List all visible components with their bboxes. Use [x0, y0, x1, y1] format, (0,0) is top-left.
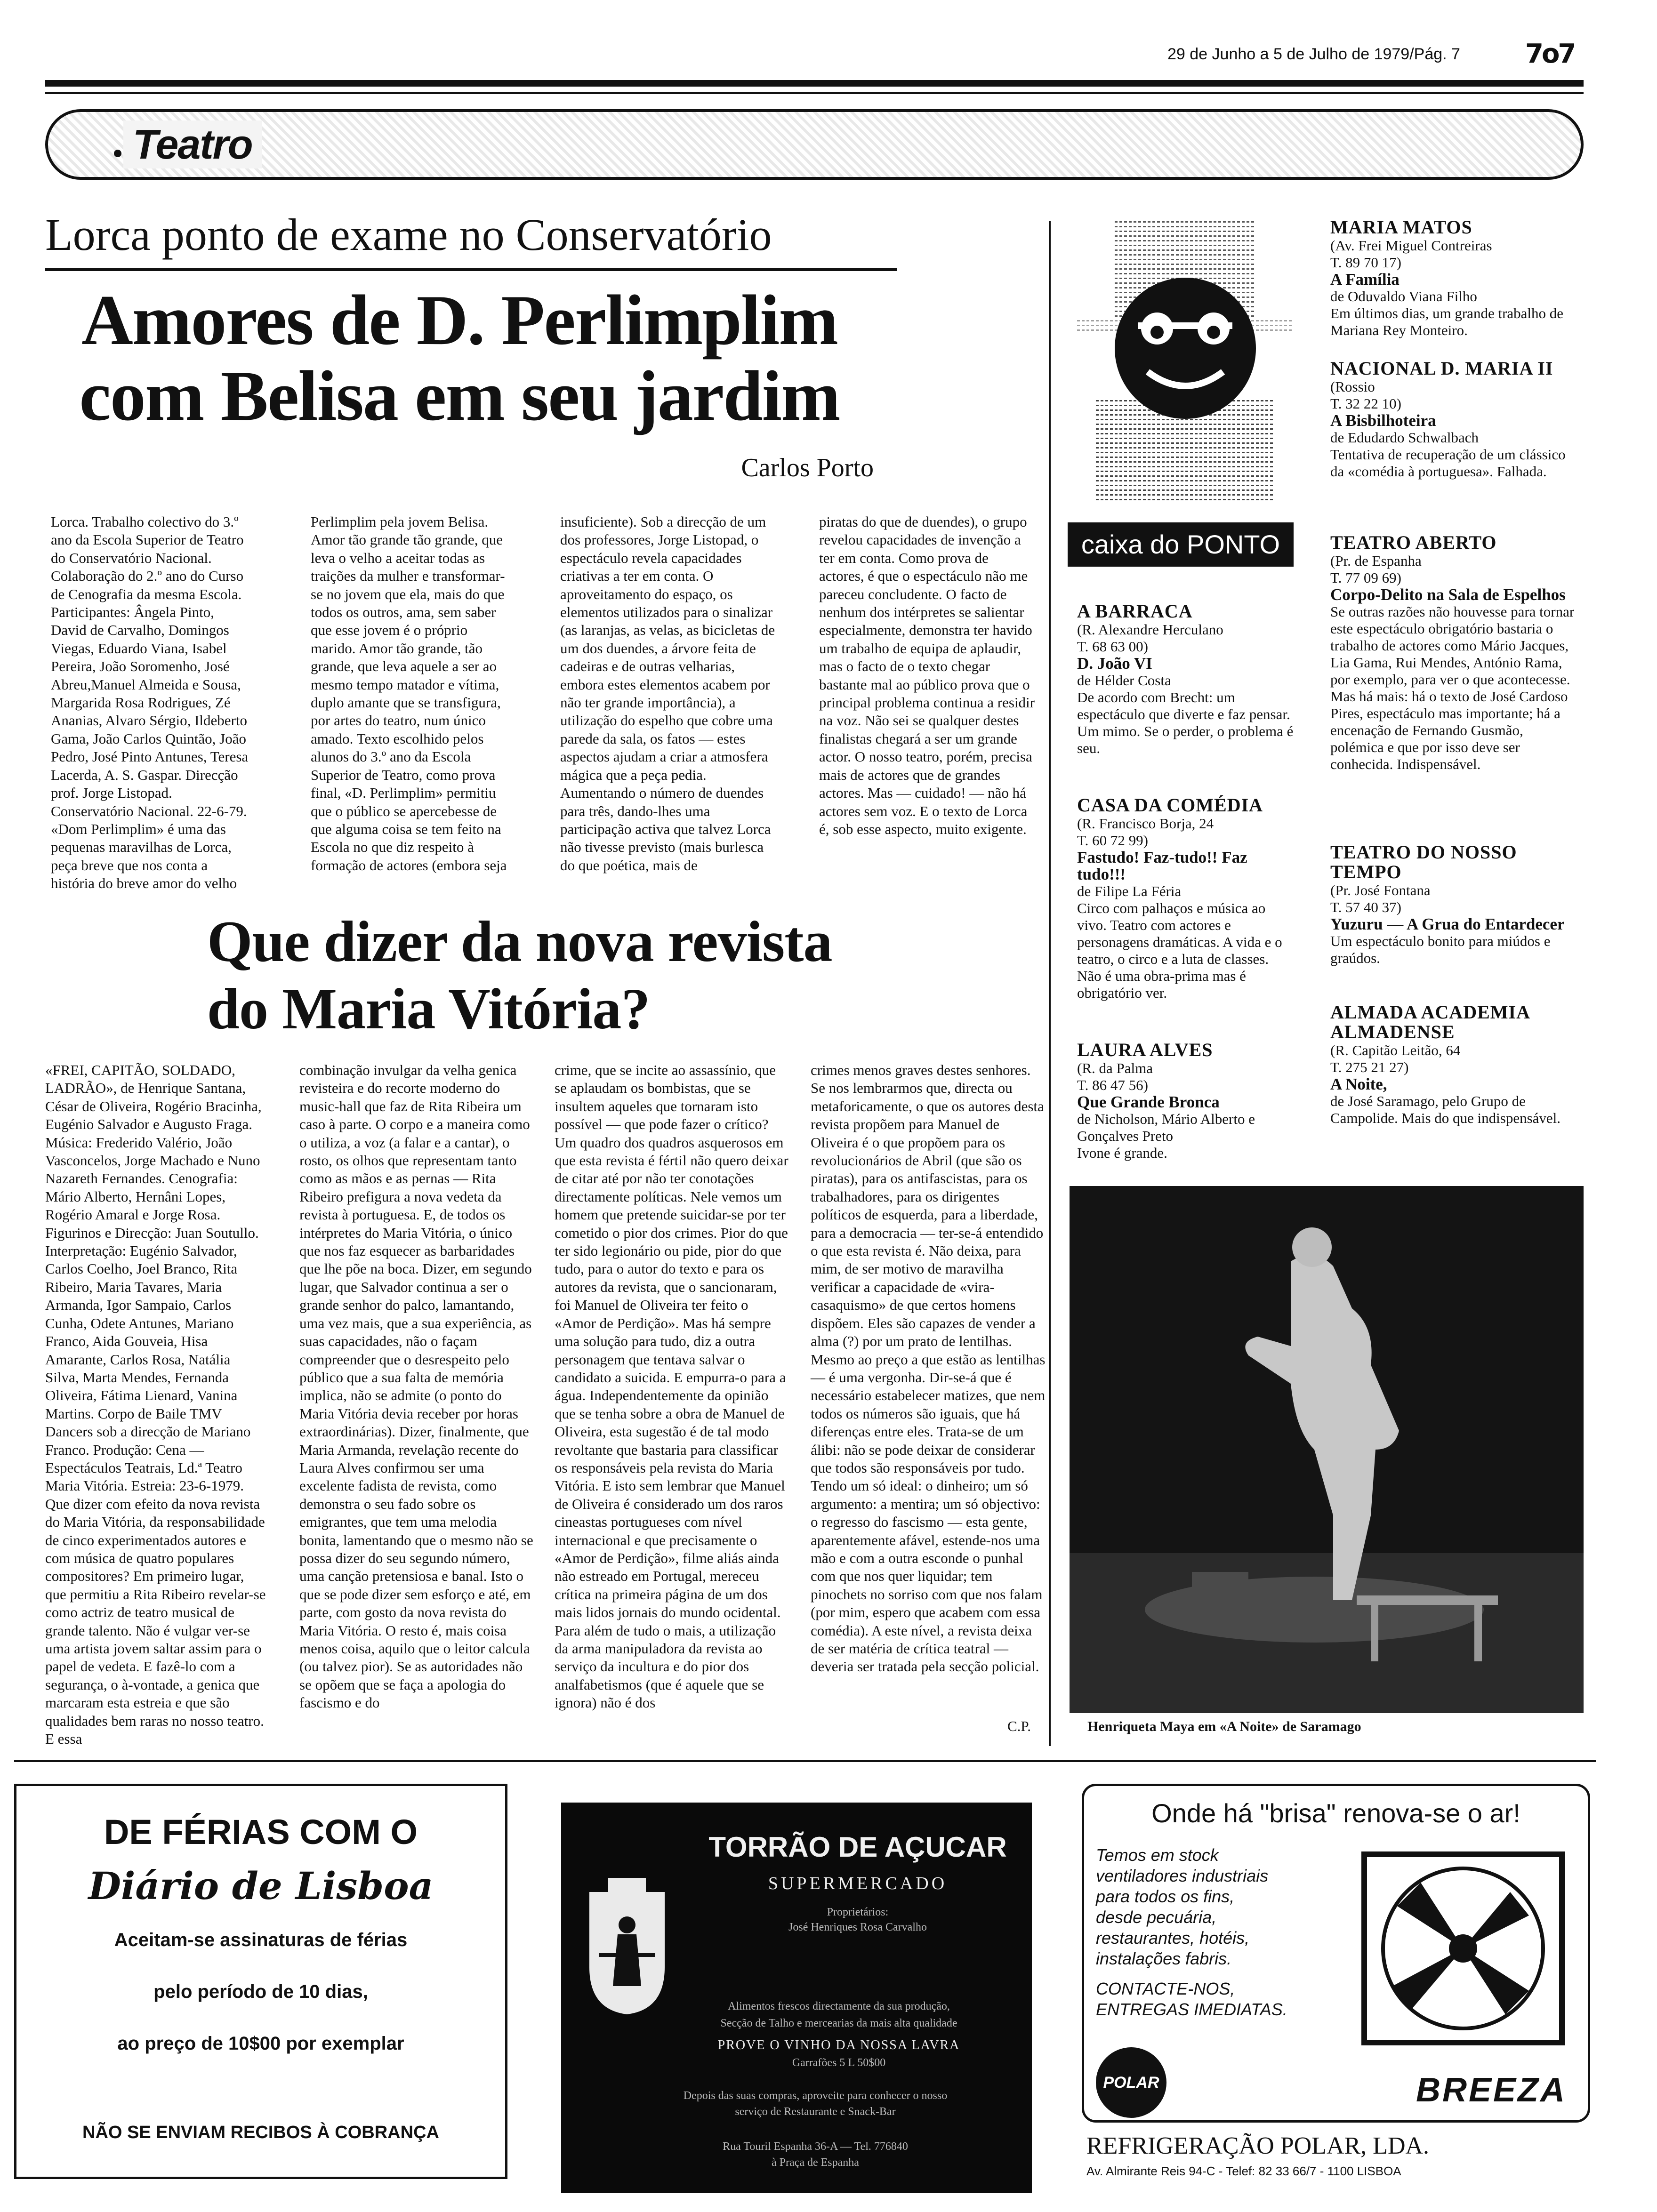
article1-title — [45, 282, 874, 434]
venue-address: (Rossio — [1330, 378, 1375, 395]
venue-show-title: A Família — [1330, 270, 1400, 289]
venue-name: NACIONAL D. MARIA II — [1330, 358, 1553, 379]
header-rule — [45, 80, 1584, 87]
venue-address: (R. da Palma — [1077, 1060, 1153, 1076]
venue-address: (Pr. de Espanha — [1330, 553, 1422, 569]
venue-author: de José Saramago, pelo Grupo de Campolide. Mais do que indispensável. — [1330, 1093, 1561, 1126]
ad2-address2: à Praça de Espanha — [772, 2156, 859, 2169]
venue-show-title: A Bisbilhoteira — [1330, 411, 1436, 430]
article2-signature: C.P. — [1007, 1718, 1031, 1734]
ad2-line3: PROVE O VINHO DA NOSSA LAVRA — [717, 2038, 960, 2052]
ad1-masthead: Diário de Lisboa — [88, 1864, 434, 1908]
article2-col1-text: «FREI, CAPITÃO, SOLDADO, LADRÃO», de Henrique Santana, César de Oliveira, Rogério Bracinha, Eugénio Salvador e Augusto Fraga. Música: Frederido Valério, João Vasconcelos, Jorge Machado e Nuno Nazareth Fernandes. Cenografia: Mário Alberto, Hernâni Lopes, Rogério Amaral e Jorge Rosa. Figurinos e Direcção: Juan Soutullo. Interpretação: Eugénio Salvador, Carlos Coelho, Joel Branco, Rita Ribeiro, Maria Tavares, Maria Armanda, Igor Sampaio, Carlos Cunha, Odete Antunes, Mariano Franco, Aida Gouveia, Hisa Amarante, Carlos Rosa, Natália Silva, Marta Mendes, Fernanda Oliveira, Fátima Lienard, Vanina Martins. Corpo de Baile TMV Dancers sob a direcção de Mariano Franco. Produção: Cena — Espectáculos Teatrais, Ld.ª Teatro Maria Vitória. Estreia: 23-6-1979. Que dizer com efeito da nova revista do Maria Vitória, da responsabilidade de cinco experimentados autores e com música de quatro populares compositores? Em primeiro lugar, que permitiu a Rita Ribeiro revelar-se como actriz de teatro musical de grande talento. Não é vulgar ver-se uma artista jovem saltar assim para o papel de vedeta. E fazê-lo com a segurança, o à-vontade, a genica que marcaram esta estreia e que são qualidades bem raras no nosso teatro. E essa — [45, 1062, 266, 1747]
venue-show-title: D. João VI — [1077, 654, 1152, 673]
venue-author: de Nicholson, Mário Alberto e Gonçalves Preto — [1077, 1111, 1255, 1144]
venue-name: ALMADA ACADEMIA ALMADENSE — [1330, 1002, 1529, 1042]
venue-note: Se outras razões não houvesse para tornar este espectáculo obrigatório bastaria o trabalho de actores como Mário Jacques, Lia Gama, Rui Mendes, António Rama, por exemplo, para ver o que acontecesse. Mas há mais: há o texto de José Cardoso Pires, espectáculo mas importante; há a encenação de Fernando Gusmão, polémica e que por isso deve ser conhecida. Indispensável. — [1330, 603, 1575, 772]
ad2-line6: serviço de Restaurante e Snack-Bar — [735, 2106, 896, 2118]
ad3-line4: desde pecuária, — [1096, 1907, 1217, 1927]
section-title: Teatro — [123, 120, 262, 168]
article2-title — [207, 908, 913, 1042]
ad3-line6: instalações fabris. — [1096, 1949, 1232, 1968]
venue-address: (R. Alexandre Herculano — [1077, 621, 1223, 638]
venue-phone: T. 77 09 69) — [1330, 569, 1401, 586]
venue-phone: T. 86 47 56) — [1077, 1077, 1148, 1093]
article2-column-1 — [45, 1061, 266, 1748]
venue-show-title: A Noite, — [1330, 1075, 1387, 1093]
newspaper-logo: 7o7 — [1525, 39, 1575, 69]
ad-torrao-de-acucar — [561, 1803, 1032, 2193]
venue-phone: T. 275 21 27) — [1330, 1059, 1409, 1075]
venue-note: Um espectáculo bonito para miúdos e graúdos. — [1330, 933, 1551, 966]
venue-note: Tentativa de recuperação de um clássico da «comédia à portuguesa». Falhada. — [1330, 446, 1566, 480]
venue-show-title: Yuzuru — A Grua do Entardecer — [1330, 915, 1565, 933]
venue-name: CASA DA COMÉDIA — [1077, 794, 1263, 816]
ad3-address: Av. Almirante Reis 94-C - Telef: 82 33 66/7 - 1100 LISBOA — [1086, 2164, 1401, 2178]
venue-name: LAURA ALVES — [1077, 1039, 1213, 1060]
venue-name: TEATRO DO NOSSO TEMPO — [1330, 842, 1517, 882]
ad1-line5: ao preço de 10$00 por exemplar — [117, 2033, 404, 2054]
venue-phone: T. 57 40 37) — [1330, 899, 1401, 915]
article1-byline: Carlos Porto — [741, 453, 874, 482]
ad2-owners: José Henriques Rosa Carvalho — [788, 1921, 927, 1933]
ad3-line3: para todos os fins, — [1096, 1887, 1235, 1906]
ad3-company: REFRIGERAÇÃO POLAR, LDA. — [1086, 2132, 1430, 2159]
ad2-owners-label: Proprietários: — [827, 1906, 889, 1918]
venue-note: Circo com palhaços e música ao vivo. Teatro com actores e personagens dramáticas. A vida e o teatro, o circo e a luta de classes. Não é uma obra-prima mas é obrigatório ver. — [1077, 900, 1282, 1001]
article2-col4-text: crimes menos graves destes senhores. Se nos lembrarmos que, directa ou metaforicamente, o que os autores desta revista propõem para Manuel de Oliveira é o que propõem para os revolucionários de Abril (que são os piratas), para os antifascistas, para os trabalhadores, para os dirigentes políticos de esquerda, para a liberdade, para a democracia — ter-se-á entendido o que esta revista é. Não deixa, para mim, de ser motivo de maravilha verificar a capacidade de «vira-casaquismo» de que certos homens dispõem. Eles são capazes de vender a alma (?) por um prato de lentilhas. Mesmo ao preço a que estão as lentilhas — é uma vergonha. Dir-se-á que é necessário estabelecer matizes, que nem todos os números são iguais, que há diferenças entre eles. Trata-se de um álibi: não se pode deixar de considerar que todos são responsáveis por tudo. Tendo um só ideal: o dinheiro; um só argumento: a mentira; um só objectivo: o regresso do fascismo — esta gente, aparentemente afável, estende-nos uma mão e com a outra esconde o punhal com que nos quer liquidar; tem pinochets no sorriso com que nos falam (por mim, espero que acabem com essa comédia). A este nível, a revista deixa de ser matéria de crítica teatral — deveria ser tratada pela secção policial. — [811, 1062, 1046, 1675]
article2-column-4 — [811, 1061, 1046, 1676]
fan-icon — [1359, 1850, 1567, 2047]
article1-title-line1: Amores de D. Perlimplim — [81, 281, 837, 360]
article1-col2-text: Perlimplim pela jovem Belisa. Amor tão grande tão grande, que leva o velho a aceitar todas as traições da mulher e transformar-se no jovem que ela, mais do que todos os outros, ama, sem saber que esse jovem é o próprio marido. Amor tão grande, tão grande, que leva aquele a ser ao mesmo tempo matador e vítima, duplo amante que se transfigura, por artes do teatro, num único amado. Texto escolhido pelos alunos do 3.º ano da Escola Superior de Teatro, como prova final, «D. Perlimplim» permitiu que o público se apercebesse de que alguma coisa se tem feito na Escola no que diz respeito à formação de actores (embora seja — [311, 513, 507, 874]
article1-col4-text: piratas do que de duendes), o grupo revelou capacidades de invenção a ter em conta. Como prova de actores, é que o espectáculo não me pareceu concludente. O facto de nenhum dos intérpretes se salientar especialmente, demonstra ter havido um trabalho de equipa de aplaudir, mas o facto de o texto chegar bastante mal ao público prova que o principal problema continua a residir na voz. Não sei se qualquer destes finalistas chegará a ser um grande actor. O nosso teatro, porém, precisa mais de actores que de grandes actores. Mas — cuidado! — não há actores sem voz. E o texto de Lorca é, sob esse aspecto, muito exigente. — [819, 513, 1035, 837]
stage-photo — [1070, 1186, 1584, 1713]
venue-name: MARIA MATOS — [1330, 216, 1472, 238]
venue-name: A BARRACA — [1077, 601, 1193, 622]
theatre-mask-icon — [1068, 221, 1303, 504]
ad1-line6: NÃO SE ENVIAM RECIBOS À COBRANÇA — [82, 2123, 439, 2142]
vertical-divider — [1049, 221, 1051, 1746]
venue-name: TEATRO ABERTO — [1330, 532, 1497, 553]
venue-phone: T. 60 72 99) — [1077, 832, 1148, 849]
ad3-line1: Temos em stock — [1096, 1845, 1219, 1865]
ad1-line3: Aceitam-se assinaturas de férias — [114, 1930, 408, 1950]
venue-show-title: Corpo-Delito na Sala de Espelhos — [1330, 585, 1566, 604]
ad3-line5: restaurantes, hotéis, — [1096, 1928, 1250, 1948]
ad-refrigeracao-polar — [1068, 1784, 1595, 2193]
ad1-line1: DE FÉRIAS COM O — [104, 1812, 418, 1851]
venue-listing — [1077, 1040, 1294, 1162]
venue-note: De acordo com Brecht: um espectáculo que diverte e faz pensar. Um mimo. Se o perder, o problema é seu. — [1077, 689, 1294, 756]
ad2-address: Rua Touril Espanha 36-A — Tel. 776840 — [723, 2140, 908, 2153]
ad2-subtitle: SUPERMERCADO — [768, 1874, 948, 1893]
venue-show-title: Que Grande Bronca — [1077, 1093, 1220, 1111]
venue-note: Ivone é grande. — [1077, 1145, 1167, 1161]
venue-show-title: Fastudo! Faz-tudo!! Faz tudo!!! — [1077, 848, 1247, 883]
bullet-icon — [114, 150, 121, 157]
ad3-headline: Onde há "brisa" renova-se o ar! — [1151, 1798, 1520, 1828]
venue-listing — [1077, 601, 1294, 757]
article1-column-4 — [819, 513, 1036, 838]
ad3-brand: BREEZA — [1416, 2071, 1567, 2109]
coat-of-arms-icon — [580, 1873, 674, 2019]
venue-address: (R. Capitão Leitão, 64 — [1330, 1042, 1461, 1058]
venue-address: (R. Francisco Borja, 24 — [1077, 815, 1214, 832]
article2-col2-text: combinação invulgar da velha genica revisteira e do recorte moderno do music-hall que faz de Rita Ribeira um caso à parte. O corpo e a maneira como o utiliza, a voz (a falar e a cantar), o rosto, os olhos que representam tanto como as mãos e as pernas — Rita Ribeiro prefigura a nova vedeta da revista à portuguesa. E, de todos os intérpretes do Maria Vitória, o único que nos faz esquecer as barbaridades que lhe põe na boca. Dizer, em segundo lugar, que Salvador continua a ser o grande senhor do palco, lamantando, uma vez mais, que a sua experiência, as suas capacidades, não o façam compreender que o desrespeito pelo público que a sua falta de memória implica, não se admite (o ponto do Maria Vitória devia receber por horas extraordinárias). Dizer, finalmente, que Maria Armanda, revelação recente do Laura Alves confirmou ser uma excelente fadista de revista, como demonstra o seu fado sobre os emigrantes, que tem uma melodia bonita, lamentando que o mesmo não se possa dizer do seu segundo número, uma canção pretensiosa e banal. Isto o que se pode dizer sem esforço e até, em parte, com gosto da nova revista do Maria Vitória. O resto é, mais coisa menos coisa, aquilo que o leitor calcula (ou talvez pior). Se as autoridades não se opõem que se faça a apologia do fascismo e do — [299, 1062, 533, 1711]
ad-diario-de-lisboa — [14, 1784, 507, 2179]
venue-listing — [1077, 795, 1294, 1002]
article2-column-2 — [299, 1061, 535, 1712]
article1-col1-text: Lorca. Trabalho colectivo do 3.º ano da Escola Superior de Teatro do Conservatório Nacional. Colaboração do 2.º ano do Curso de Cenografia da mesma Escola. Participantes: Ângela Pinto, David de Carvalho, Domingos Viegas, Eduardo Viana, Isabel Pereira, João Soromenho, José Abreu,Manuel Almeida e Sousa, Margarida Rosa Rodrigues, Zé Ananias, Alvaro Sérgio, Ildeberto Gama, João Carlos Quintão, João Pedro, José Pinto Antunes, Teresa Lacerda, A. S. Gaspar. Direcção prof. Jorge Listopad. Conservatório Nacional. 22-6-79. «Dom Perlimplim» é uma das pequenas maravilhas de Lorca, peça breve que nos conta a história do breve amor do velho — [51, 513, 249, 892]
ad2-title: TORRÃO DE AÇUCAR — [708, 1831, 1007, 1863]
ads-top-rule — [14, 1760, 1596, 1762]
article1-title-line2: com Belisa em seu jardim — [79, 356, 840, 436]
venue-author: de Hélder Costa — [1077, 672, 1171, 689]
venue-listing — [1330, 217, 1575, 339]
ad1-line4: pelo período de 10 dias, — [153, 1981, 368, 2002]
venue-address: (Pr. José Fontana — [1330, 882, 1431, 898]
venue-listing — [1330, 1002, 1575, 1127]
article1-column-3 — [560, 513, 777, 874]
ad2-line4: Garrafões 5 L 50$00 — [792, 2057, 886, 2069]
header-rule-thin — [45, 92, 1584, 94]
ad3-copy — [1096, 1845, 1287, 2020]
polar-badge: POLAR — [1096, 2047, 1166, 2118]
venue-phone: T. 32 22 10) — [1330, 395, 1401, 412]
article2-col3-text: crime, que se incite ao assassínio, que se aplaudam os bombistas, que se insultem aqueles que tornaram isto possível — que pode fazer o crítico? Um quadro dos quadros asquerosos em que esta revista é fértil não quero deixar de citar até por não ter conotações directamente políticas. Nele vemos um homem que pretende suicidar-se por ter cometido o pior dos crimes. Pior do que ter sido legionário ou pide, pior do que tudo, para o autor do texto e para os autores da revista, que o sancionaram, foi Manuel de Oliveira ter feito o «Amor de Perdição». Mas há sempre uma solução para tudo, diz a outra personagem que tentava salvar o candidato a suicida. E empurra-o para a água. Independentemente da opinião que se tenha sobre a obra de Manuel de Oliveira, esta sugestão é de tal modo revoltante que bastaria para classificar os responsáveis pela revista do Maria Vitória. E isto sem lembrar que Manuel de Oliveira é considerado um dos raros cineastas portugueses com nível internacional e que precisamente o «Amor de Perdição», filme aliás ainda não estreado em Portugal, mereceu crítica na primeira página de um dos mais lidos jornais do mundo ocidental. Para além de tudo o mais, a utilização da arma manipuladora da revista ao serviço da incultura e do pior dos analfabetismos (que é aquele que se ignora) não é dos — [555, 1062, 788, 1711]
ad3-line7: CONTACTE-NOS, — [1096, 1979, 1235, 1998]
issue-date: 29 de Junho a 5 de Julho de 1979/Pág. 7 — [1167, 45, 1460, 63]
venue-note: Em últimos dias, um grande trabalho de Mariana Rey Monteiro. — [1330, 305, 1564, 338]
venue-author: de Filipe La Féria — [1077, 883, 1182, 899]
ad2-line2: Secção de Talho e mercearias da mais alta qualidade — [720, 2017, 957, 2029]
ad2-line5: Depois das suas compras, aproveite para conhecer o nosso — [683, 2090, 948, 2102]
venue-phone: T. 68 63 00) — [1077, 638, 1148, 655]
venue-listing — [1330, 359, 1575, 480]
ad3-line8: ENTREGAS IMEDIATAS. — [1096, 2000, 1287, 2019]
article1-kicker: Lorca ponto de exame no Conservatório — [45, 209, 772, 260]
article2-title-line1: Que dizer da nova revista — [207, 909, 832, 974]
article1-column-2 — [311, 513, 508, 874]
photo-caption: Henriqueta Maya em «A Noite» de Saramago — [1087, 1719, 1361, 1734]
venue-author: de Oduvaldo Viana Filho — [1330, 288, 1477, 305]
ad2-line1: Alimentos frescos directamente da sua produção, — [728, 2000, 950, 2012]
article1-col3-text: insuficiente). Sob a direcção de um dos professores, Jorge Listopad, o espectáculo revela capacidades criativas a ter em conta. O aproveitamento do espaço, os elementos utilizados para o sinalizar (as laranjas, as velas, as bicicletas de um dos duendes, a árvore feita de cadeiras e de outras velharias, embora estes elementos acabem por não ter grande importância), a utilização do espelho que cobre uma parede da sala, os fatos — estes aspectos ajudam a criar a atmosfera mágica que a peça pedia. Aumentando o número de duendes para três, dando-lhes uma participação activa que talvez Lorca não tivesse previsto (mais burlesca do que poética, mais de — [560, 513, 775, 874]
article2-column-3 — [555, 1061, 790, 1712]
ad3-line2: ventiladores industriais — [1096, 1866, 1269, 1885]
kicker-rule — [45, 268, 897, 271]
article1-column-1 — [51, 513, 249, 893]
sidebar-title: caixa do PONTO — [1068, 522, 1294, 567]
venue-phone: T. 89 70 17) — [1330, 254, 1401, 271]
venue-listing — [1330, 533, 1575, 773]
venue-listing — [1330, 842, 1575, 967]
venue-address: (Av. Frei Miguel Contreiras — [1330, 237, 1492, 254]
section-band — [45, 109, 1584, 180]
article2-title-line2: do Maria Vitória? — [207, 976, 650, 1041]
venue-author: de Edudardo Schwalbach — [1330, 429, 1479, 446]
